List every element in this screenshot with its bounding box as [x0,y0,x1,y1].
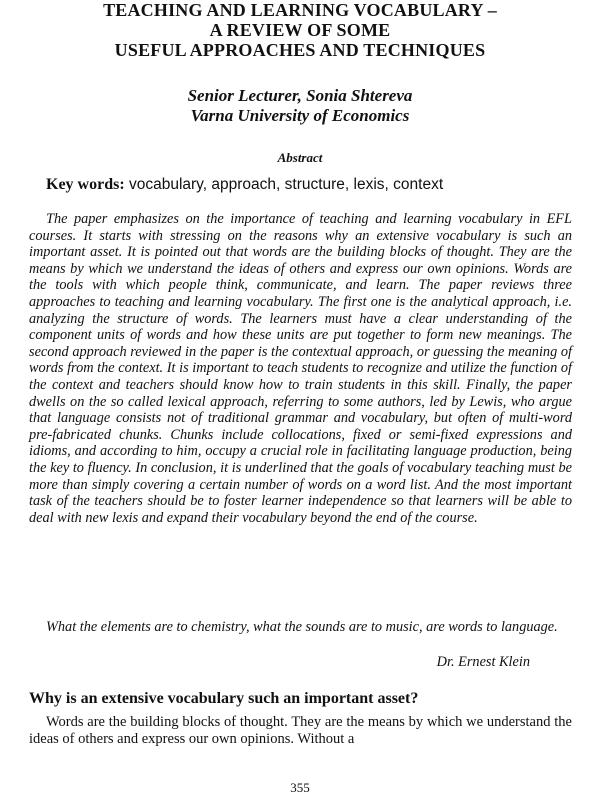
abstract-heading: Abstract [277,150,323,165]
title-line-3: USEFUL APPROACHES AND TECHNIQUES [114,40,486,60]
page-number: 355 [290,780,310,795]
keywords-label: Key words: [46,176,125,193]
abstract-body: The paper emphasizes on the importance of teaching and learning vocabulary in EFL courses. It starts with stressing on the reasons why an extensive vocabulary is such an important asset. It is pointed out that words are the building blocks of thought. They are the means by which we understand the ideas of others and express our own opinions. Words are the tools with which people think, communicate, and learn. The paper reviews three approaches to teaching and learning vocabulary. The first one is the analytical approach, i.e. analyzing the structure of words. The learners must have a clear understanding of the component units of words and how these units are put together to form new meanings. The second approach reviewed in the paper is the contextual approach, or guessing the meaning of words from the context. It is important to teach students to recognize and utilize the function of the context and teachers should know how to train students in this skill. Finally, the paper dwells on the so called lexical approach, referring to some authors, led by Lewis, who argue that language consists not of traditional grammar and vocabulary, but often of multi-word pre-fabricated chunks. Chunks include collocations, fixed or semi-fixed expressions and idioms, and according to him, occupy a crucial role in facilitating language production, being the key to fluency. In conclusion, it is underlined that the goals of vocabulary teaching must be more than simply covering a certain number of words on a word list. And the most important task of the teachers should be to foster learner independence so that learners will be able to deal with new lexis and expand their vocabulary beyond the end of the course. [29,211,572,526]
epigraph-author: Dr. Ernest Klein [436,654,530,670]
section-heading: Why is an extensive vocabulary such an important asset? [29,690,419,707]
keywords-line [46,176,600,194]
title-line-1: TEACHING AND LEARNING VOCABULARY – [103,0,497,20]
epigraph-quote: What the elements are to chemistry, what the sounds are to music, are words to language. [46,619,558,635]
section-body: Words are the building blocks of thought. They are the means by which we understand the ideas of others and express our own opinions. Without a [29,714,572,747]
author-name: Senior Lecturer, Sonia Shtereva [187,86,413,105]
title-line-2: A REVIEW OF SOME [209,20,391,40]
keywords-value: vocabulary, approach, structure, lexis, context [128,176,444,193]
author-affiliation: Varna University of Economics [190,106,410,125]
author-block [0,86,600,126]
paper-title [0,0,600,60]
